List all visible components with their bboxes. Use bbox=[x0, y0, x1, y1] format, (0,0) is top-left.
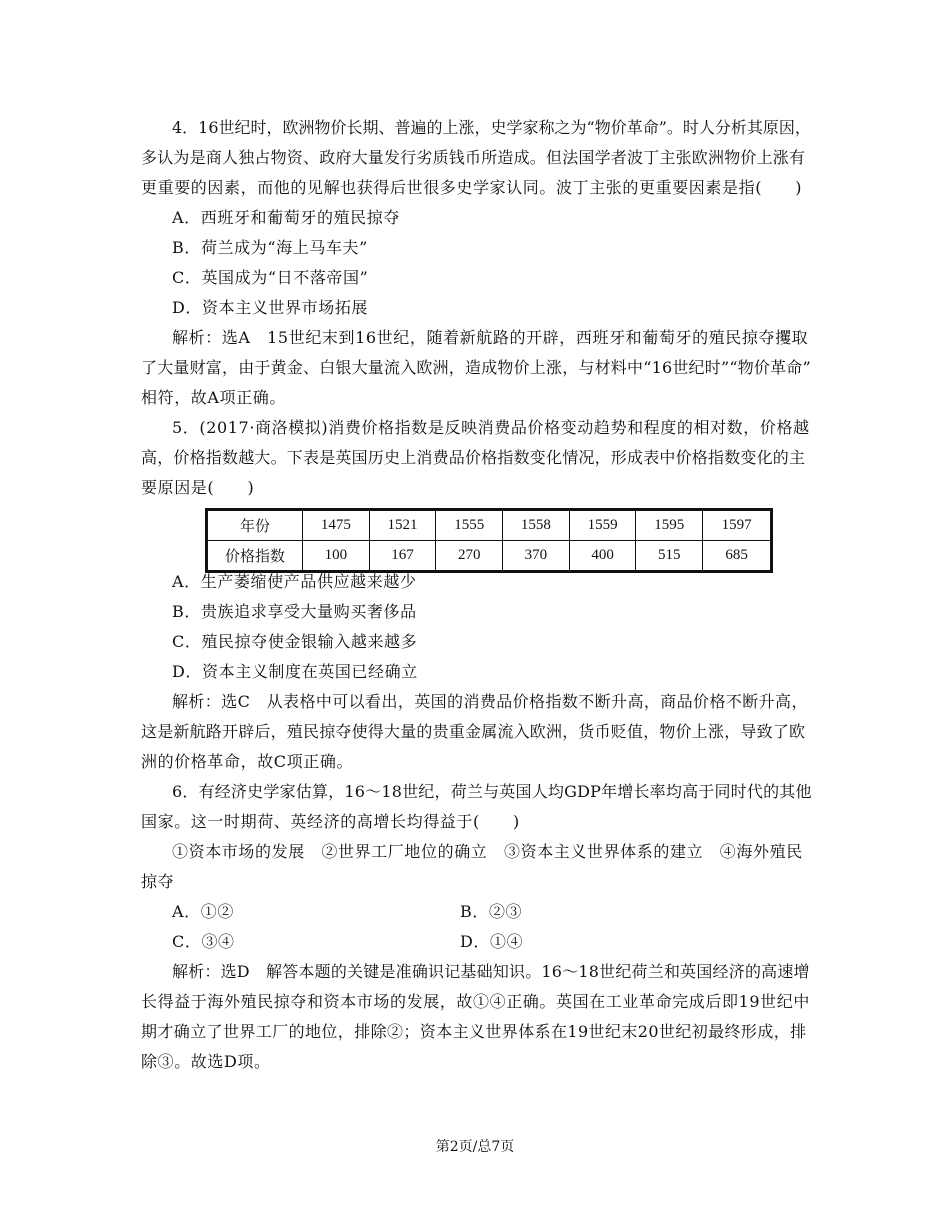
table-row-years bbox=[207, 510, 772, 541]
table-cell-index: 100 bbox=[303, 541, 370, 572]
q6-analysis-line-2: 长得益于海外殖民掠夺和资本市场的发展，故①④正确。英国在工业革命完成后即19世纪中 bbox=[141, 992, 810, 1011]
table-cell-index: 685 bbox=[703, 541, 772, 572]
table-cell-index: 370 bbox=[503, 541, 570, 572]
q5-stem-line-3: 要原因是( ) bbox=[141, 478, 255, 497]
q6-items-line-1: ①资本市场的发展 ②世界工厂地位的确立 ③资本主义世界体系的建立 ④海外殖民 bbox=[172, 842, 803, 861]
q6-stem-line-2: 国家。这一时期荷、英经济的高增长均得益于( ) bbox=[141, 812, 520, 831]
price-index-table bbox=[205, 508, 773, 573]
q6-option-a: A．①② bbox=[172, 902, 234, 921]
table-cell-year: 1595 bbox=[636, 510, 703, 541]
table-cell-index: 515 bbox=[636, 541, 703, 572]
table-cell-year: 1597 bbox=[703, 510, 772, 541]
table-header-year: 年份 bbox=[207, 510, 303, 541]
q4-stem-line-3: 更重要的因素，而他的见解也获得后世很多史学家认同。波丁主张的更重要因素是指( ) bbox=[141, 178, 803, 197]
q5-option-c: C．殖民掠夺使金银输入越来越多 bbox=[172, 632, 418, 651]
q6-stem-line-1: 6．有经济史学家估算，16～18世纪，荷兰与英国人均GDP年增长率均高于同时代的其他 bbox=[172, 782, 812, 801]
q4-analysis-line-3: 相符，故A项正确。 bbox=[141, 388, 286, 407]
q6-analysis-line-3: 期才确立了世界工厂的地位，排除②；资本主义世界体系在19世纪末20世纪初最终形成，排 bbox=[141, 1022, 807, 1041]
table-cell-year: 1558 bbox=[503, 510, 570, 541]
q6-option-c: C．③④ bbox=[172, 932, 235, 951]
table-cell-year: 1555 bbox=[436, 510, 503, 541]
q5-analysis-line-1: 解析：选C 从表格中可以看出，英国的消费品价格指数不断升高，商品价格不断升高， bbox=[172, 692, 808, 711]
q5-analysis-line-2: 这是新航路开辟后，殖民掠夺使得大量的贵重金属流入欧洲，货币贬值，物价上涨，导致了欧 bbox=[141, 722, 806, 741]
q5-stem-line-1: 5．(2017·商洛模拟)消费价格指数是反映消费品价格变动趋势和程度的相对数，价格越 bbox=[172, 418, 810, 437]
q6-option-b: B．②③ bbox=[460, 902, 523, 921]
table-cell-year: 1559 bbox=[569, 510, 636, 541]
q6-analysis-line-1: 解析：选D 解答本题的关键是准确识记基础知识。16～18世纪荷兰和英国经济的高速增 bbox=[172, 962, 810, 981]
q4-stem-line-2: 多认为是商人独占物资、政府大量发行劣质钱币所造成。但法国学者波丁主张欧洲物价上涨有 bbox=[141, 148, 806, 167]
table-cell-index: 167 bbox=[369, 541, 436, 572]
q4-stem-line-1: 4．16世纪时，欧洲物价长期、普遍的上涨，史学家称之为“物价革命”。时人分析其原因， bbox=[172, 118, 811, 137]
table-row-index bbox=[207, 541, 772, 572]
q6-items-line-2: 掠夺 bbox=[141, 872, 175, 891]
table-cell-year: 1475 bbox=[303, 510, 370, 541]
q4-option-d: D．资本主义世界市场拓展 bbox=[172, 298, 369, 317]
table-cell-index: 270 bbox=[436, 541, 503, 572]
q5-option-a: A．生产萎缩使产品供应越来越少 bbox=[172, 572, 417, 591]
page-footer: 第2页/总7页 bbox=[435, 1139, 515, 1155]
q5-stem-line-2: 高，价格指数越大。下表是英国历史上消费品价格指数变化情况，形成表中价格指数变化的主 bbox=[141, 448, 806, 467]
q4-option-b: B．荷兰成为“海上马车夫” bbox=[172, 238, 368, 257]
q6-analysis-line-4: 除③。故选D项。 bbox=[141, 1052, 271, 1071]
q4-analysis-line-2: 了大量财富，由于黄金、白银大量流入欧洲，造成物价上涨，与材料中“16世纪时”“物价革命” bbox=[141, 358, 811, 377]
q6-option-d: D．①④ bbox=[460, 932, 524, 951]
q4-option-c: C．英国成为“日不落帝国” bbox=[172, 268, 369, 287]
q4-analysis-line-1: 解析：选A 15世纪末到16世纪，随着新航路的开辟，西班牙和葡萄牙的殖民掠夺攫取 bbox=[172, 328, 809, 347]
table-cell-year: 1521 bbox=[369, 510, 436, 541]
q5-analysis-line-3: 洲的价格革命，故C项正确。 bbox=[141, 752, 354, 771]
table-cell-index: 400 bbox=[569, 541, 636, 572]
table-header-price-index: 价格指数 bbox=[207, 541, 303, 572]
q5-option-b: B．贵族追求享受大量购买奢侈品 bbox=[172, 602, 417, 621]
q4-option-a: A．西班牙和葡萄牙的殖民掠夺 bbox=[172, 208, 400, 227]
q5-option-d: D．资本主义制度在英国已经确立 bbox=[172, 662, 418, 681]
